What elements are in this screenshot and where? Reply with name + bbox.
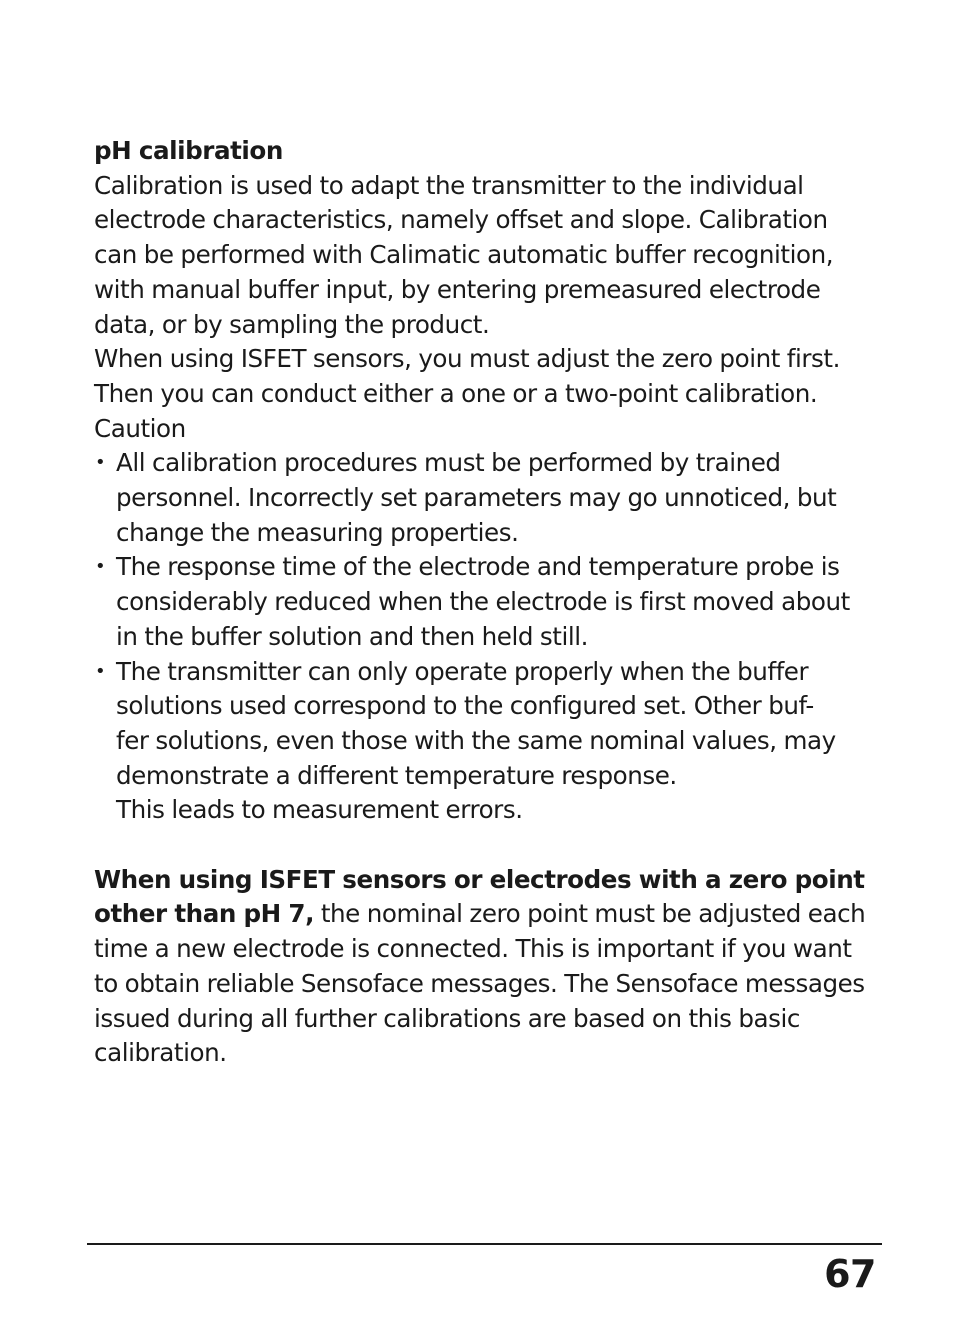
list-item-line: solutions used correspond to the configured set. Other buf-	[116, 691, 814, 721]
page-content	[94, 134, 868, 1071]
note-line-rest: the nominal zero point must be adjusted each	[313, 899, 866, 929]
list-item	[94, 446, 868, 550]
list-item-line: personnel. Incorrectly set parameters may go unnoticed, but	[116, 483, 837, 513]
note-paragraph	[94, 863, 868, 1071]
list-item-line: considerably reduced when the electrode is first moved about	[116, 587, 850, 617]
intro-line: can be performed with Calimatic automatic buffer recognition,	[94, 240, 834, 270]
list-item	[94, 655, 868, 829]
footer-rule	[87, 1243, 882, 1245]
list-item	[94, 550, 868, 654]
note-bold-phrase: other than pH 7,	[94, 899, 314, 929]
intro-paragraph	[94, 169, 868, 447]
caution-list	[94, 446, 868, 828]
note-line: time a new electrode is connected. This is important if you want	[94, 934, 852, 964]
intro-line: with manual buffer input, by entering premeasured electrode	[94, 274, 821, 304]
page-number: 67	[824, 1252, 876, 1296]
list-item-line: • The response time of the electrode and temperature probe is	[116, 552, 840, 582]
list-item-line: change the measuring properties.	[116, 517, 519, 547]
intro-line: Calibration is used to adapt the transmitter to the individual	[94, 170, 804, 200]
intro-line: Then you can conduct either a one or a two-point calibration.	[94, 378, 818, 408]
caution-label: Caution	[94, 413, 186, 443]
list-item-line: • All calibration procedures must be performed by trained	[116, 448, 781, 478]
list-item-line: fer solutions, even those with the same nominal values, may	[116, 725, 836, 755]
note-line	[94, 897, 868, 932]
note-bold-line: When using ISFET sensors or electrodes with a zero point	[94, 864, 865, 894]
note-line: issued during all further calibrations are based on this basic	[94, 1003, 801, 1033]
intro-line: electrode characteristics, namely offset and slope. Calibration	[94, 205, 828, 235]
list-item-line: demonstrate a different temperature response.	[116, 760, 677, 790]
intro-line: data, or by sampling the product.	[94, 309, 490, 339]
section-heading: pH calibration	[94, 136, 283, 165]
list-item-line: This leads to measurement errors.	[116, 795, 523, 825]
paragraph-spacer	[94, 828, 868, 863]
list-item-line: in the buffer solution and then held still.	[116, 621, 588, 651]
list-item-line: • The transmitter can only operate properly when the buffer	[116, 656, 809, 686]
note-line: calibration.	[94, 1038, 227, 1068]
note-line: to obtain reliable Sensoface messages. The Sensoface messages	[94, 968, 865, 998]
intro-line: When using ISFET sensors, you must adjust the zero point first.	[94, 344, 840, 374]
